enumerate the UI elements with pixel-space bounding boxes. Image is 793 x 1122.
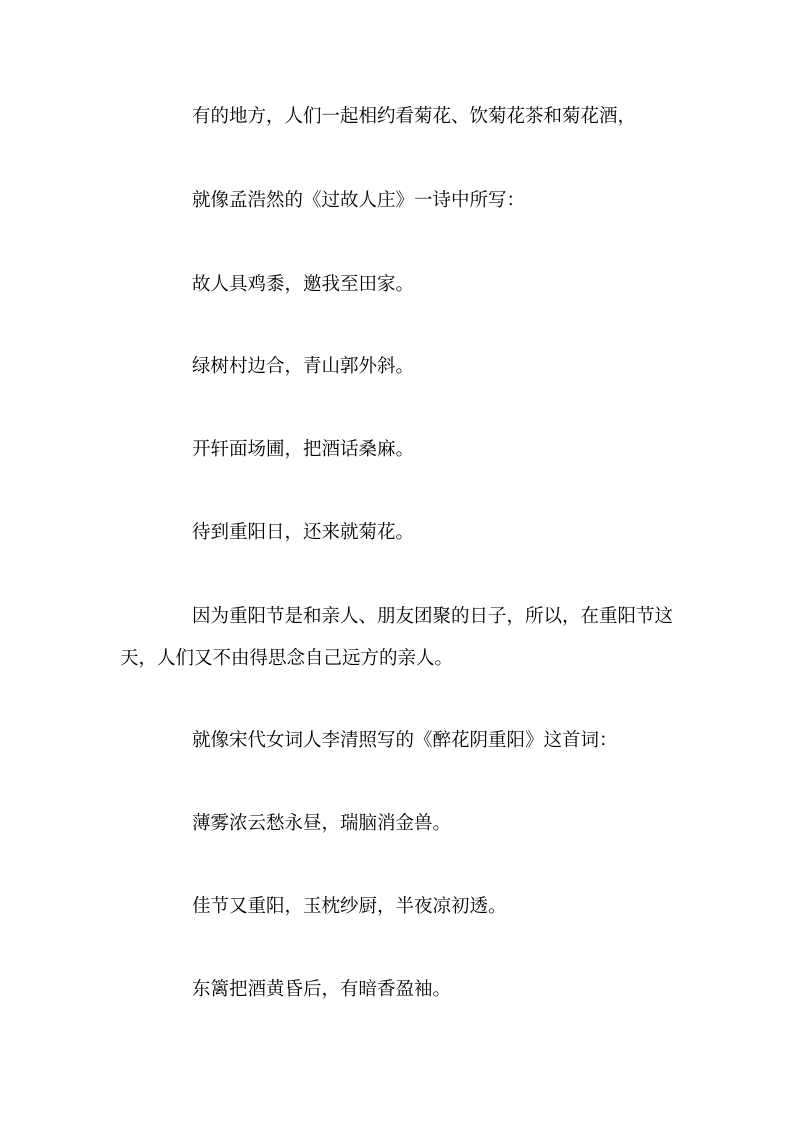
poem-line-3: 开轩面场圃，把酒话桑麻。 [192, 439, 415, 460]
paragraph-missing-relatives: 因为重阳节是和亲人、朋友团聚的日子，所以，在重阳节这天，人们又不由得思念自己远方的亲人。 [120, 606, 674, 669]
paragraph-chrysanthemum-customs: 有的地方，人们一起相约看菊花、饮菊花茶和菊花酒， [192, 106, 637, 127]
ci-line-1: 薄雾浓云愁永昼，瑞脑消金兽。 [192, 813, 452, 834]
paragraph-meng-haoran-intro: 就像孟浩然的《过故人庄》一诗中所写： [192, 190, 526, 211]
poem-line-4: 待到重阳日，还来就菊花。 [192, 522, 415, 543]
poem-line-2: 绿树村边合，青山郭外斜。 [192, 356, 415, 377]
ci-line-2: 佳节又重阳，玉枕纱厨，半夜凉初透。 [192, 896, 507, 917]
poem-line-1: 故人具鸡黍，邀我至田家。 [192, 274, 415, 295]
paragraph-li-qingzhao-intro: 就像宋代女词人李清照写的《醉花阴重阳》这首词： [192, 730, 618, 751]
ci-line-3: 东篱把酒黄昏后，有暗香盈袖。 [192, 979, 452, 1000]
